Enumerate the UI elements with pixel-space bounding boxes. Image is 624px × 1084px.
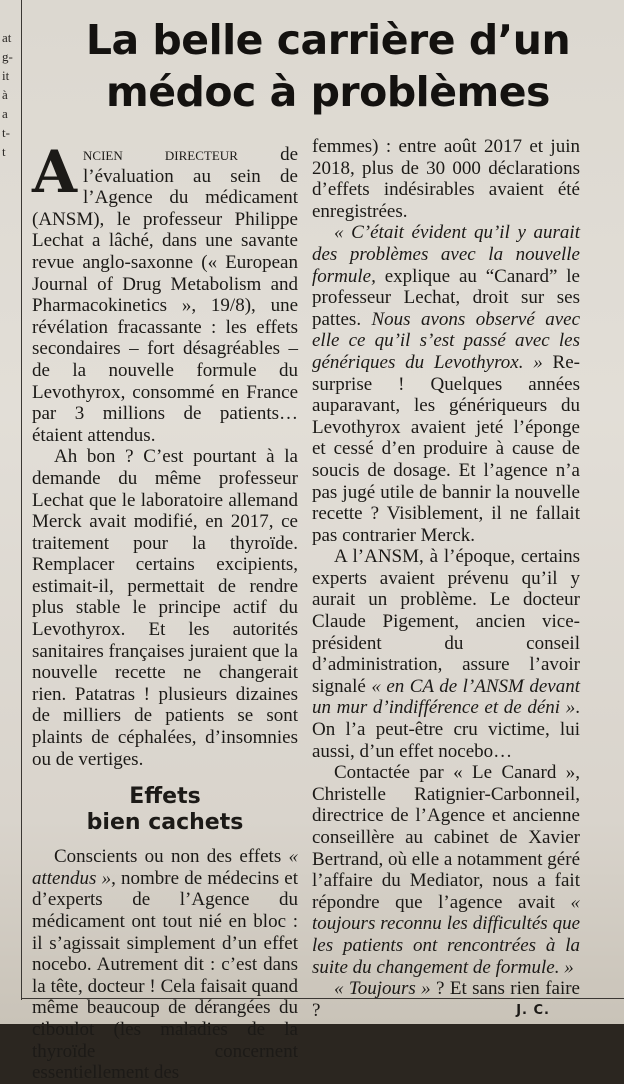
body-paragraph: femmes) : entre août 2017 et juin 2018, plus de 30 000 déclarations d’effets indésirables avaient été enregistrées.: [312, 136, 580, 222]
body-paragraph: [312, 222, 580, 546]
quoted-text: « attendus »: [32, 846, 298, 889]
text-run: explique au “Canard” le professeur Lechat, droit sur ses pattes.: [312, 265, 580, 330]
body-paragraph: [312, 546, 580, 762]
lead-smallcaps: ncien directeur: [83, 144, 238, 165]
body-paragraph: Ah bon ? C’est pourtant à la demande du même professeur Lechat que le laboratoire allemand Merck avait modifié, en 2017, ce traitement pour la thyroïde. Remplacer certains excipients, estimait-il, permettait de rendre plus stable le principe actif du Levothyrox. Et les autorités sanitaires françaises juraient que la nouvelle recette ne changerait rien. Patatras ! plusieurs dizaines de milliers de patients se sont plaints de céphalées, d’insomnies ou de vertiges.: [32, 446, 298, 770]
margin-fragment: at: [2, 30, 12, 45]
text-run: . On l’a peut-être cru victime, lui aussi, d’un effet nocebo…: [312, 697, 580, 762]
quoted-text: « toujours reconnu les difficultés que les patients ont rencontrées à la suite du changement de formule. »: [312, 891, 580, 978]
lead-paragraph: [32, 138, 298, 446]
bottom-divider: [22, 998, 624, 999]
margin-fragment: à: [2, 87, 8, 102]
article-column-left: [32, 138, 299, 1084]
margin-fragment: a: [2, 106, 8, 121]
body-paragraph: [312, 978, 580, 1021]
text-run: A l’ANSM, à l’époque, certains experts avaient prévenu qu’il y aurait un problème. Le docteur Claude Pigement, ancien vice-président du conseil d’administration, assure l’avoir signalé: [312, 546, 580, 697]
text-run: Re-surprise ! Quelques années auparavant, les génériqueurs du Levothyrox avaient jeté l’éponge et cessé d’en produire à cause de soucis de dosage. Et l’agence n’a pas jugé utile de bannir la nouvelle recette ? Visiblement, il ne fallait pas contrarier Merck.: [312, 351, 580, 546]
margin-fragment: t-: [2, 125, 10, 140]
quoted-text: « en CA de l’ANSM devant un mur d’indifférence et de déni »: [312, 675, 580, 719]
author-signature: J. C.: [516, 1002, 550, 1018]
margin-fragment: g-: [2, 49, 13, 64]
body-paragraph: [32, 846, 298, 1084]
lead-text: de l’évaluation au sein de l’Agence du médicament (ANSM), le professeur Philippe Lechat a lâché, dans une savante revue anglo-saxonne (« European Journal of Drug Metabolism and Pharmacokinetics », 19/8), une révélation fracassante : les effets secondaires – fort désagréables – de la nouvelle formule du Levothyrox, consommé en France par 3 millions de patients… étaient attendus.: [32, 144, 298, 446]
quoted-text: « C’était évident qu’il y aurait des problèmes avec la nouvelle formule,: [312, 222, 580, 287]
drop-cap: A: [32, 138, 78, 206]
quoted-text: « Toujours »: [334, 978, 431, 1000]
headline-line-1: La belle carrière d’un: [85, 16, 571, 64]
text-run: Conscients ou non des effets: [54, 846, 289, 868]
article-column-right: [312, 136, 581, 1021]
margin-fragment: it: [2, 68, 10, 83]
margin-fragment: t: [2, 144, 6, 159]
article-headline: [40, 14, 616, 118]
subheading-line-1: Effets: [129, 784, 201, 810]
adjacent-column-fragment: [0, 0, 22, 1000]
text-run: , nombre de médecins et d’experts de l’Agence du médicament ont tout nié en bloc : il s’agissait simplement d’un effet nocebo. Autrement dit : c’est dans la tête, docteur ! Cela faisait quand même beaucoup de dérangées du ciboulot (les maladies de la thyroïde concernent essentiellement des: [32, 867, 299, 1084]
body-paragraph: [312, 762, 580, 978]
section-subheading: [32, 784, 298, 836]
subheading-line-2: bien cachets: [86, 810, 244, 836]
quoted-text: Nous avons observé avec elle ce qu’il s’est passé avec les génériques du Levothyrox. »: [312, 308, 580, 373]
text-run: Contactée par « Le Canard », Christelle Ratignier-Carbonneil, directrice de l’Agence et ancienne conseillère au cabinet de Xavier Bertrand, où elle a notamment géré l’affaire du Mediator, nous a fait répondre que l’agence avait: [312, 762, 581, 913]
text-run: ? Et sans rien faire ?: [312, 978, 580, 1021]
headline-line-2: médoc à problèmes: [106, 68, 550, 116]
